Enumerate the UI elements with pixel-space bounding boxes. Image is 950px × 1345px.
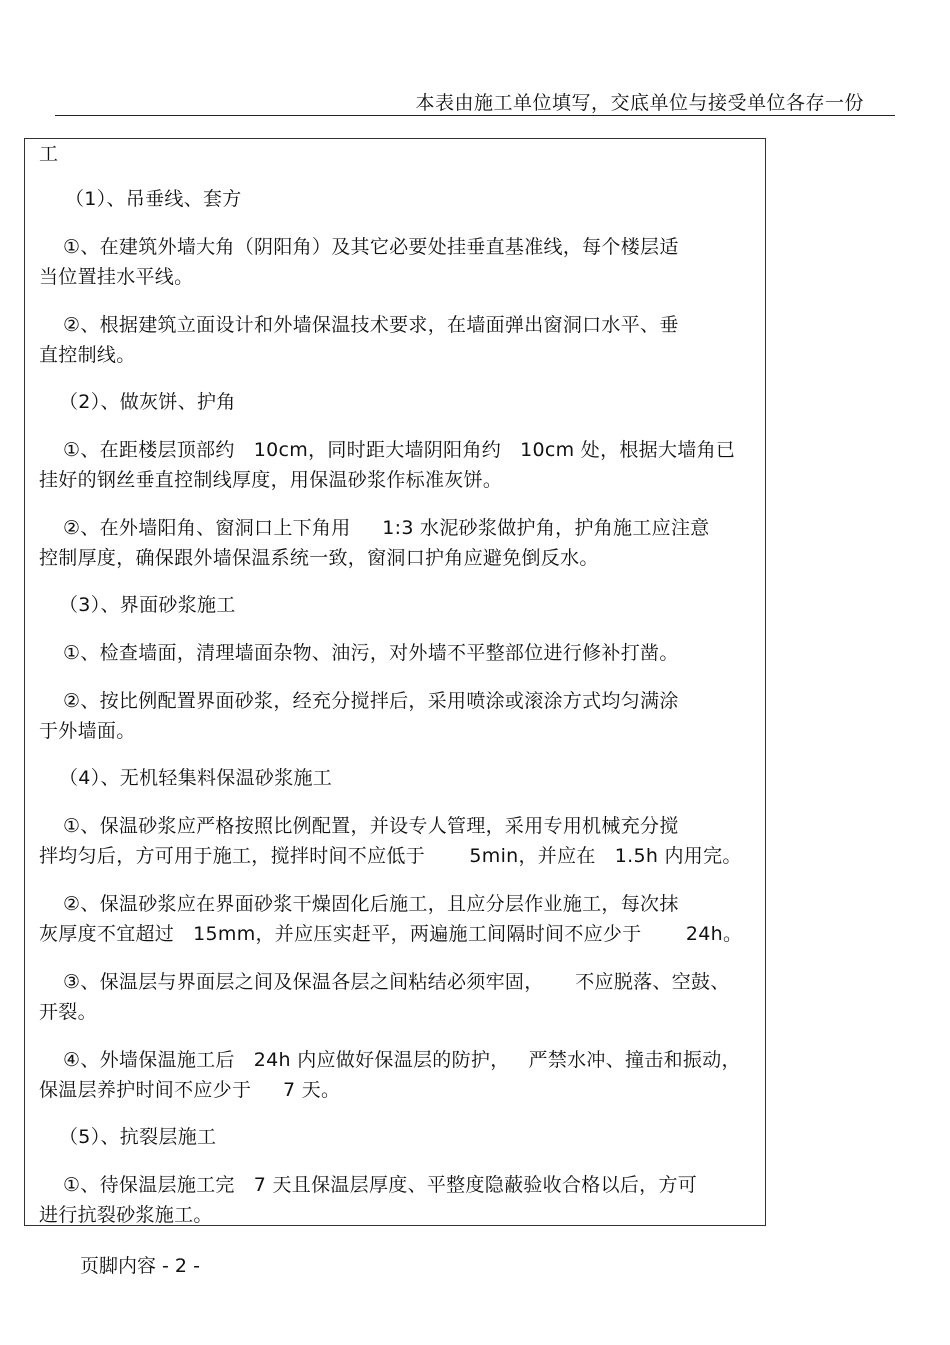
text-line: ②、按比例配置界面砂浆，经充分搅拌后，采用喷涂或滚涂方式均匀满涂 [63, 690, 679, 712]
page-footer: 页脚内容 - 2 - [80, 1255, 200, 1277]
header-note: 本表由施工单位填写，交底单位与接受单位各存一份 [415, 92, 864, 114]
text-line: ②、保温砂浆应在界面砂浆干燥固化后施工，且应分层作业施工，每次抹 [63, 893, 679, 915]
text-line: 开裂。 [39, 1001, 97, 1023]
section-heading: （2）、做灰饼、护角 [59, 391, 236, 413]
section-heading: （3）、界面砂浆施工 [59, 594, 236, 616]
text-line: ④、外墙保温施工后 24h 内应做好保温层的防护， 严禁水冲、撞击和振动， [63, 1049, 741, 1071]
text-line: ①、在距楼层顶部约 10cm，同时距大墙阴阳角约 10cm 处，根据大墙角已 [63, 439, 736, 461]
text-line: ②、在外墙阳角、窗洞口上下角用 1:3 水泥砂浆做护角，护角施工应注意 [63, 517, 710, 539]
text-line: 挂好的钢丝垂直控制线厚度，用保温砂浆作标准灰饼。 [39, 469, 503, 491]
text-line: ①、在建筑外墙大角（阴阳角）及其它必要处挂垂直基准线，每个楼层适 [63, 236, 679, 258]
text-line: ①、保温砂浆应严格按照比例配置，并设专人管理，采用专用机械充分搅 [63, 815, 679, 837]
text-line: 当位置挂水平线。 [39, 266, 194, 288]
text-line: 保温层养护时间不应少于 7 天。 [39, 1079, 341, 1101]
header-rule [55, 115, 895, 116]
text-line: ②、根据建筑立面设计和外墙保温技术要求，在墙面弹出窗洞口水平、垂 [63, 314, 679, 336]
text-line: ①、检查墙面，清理墙面杂物、油污，对外墙不平整部位进行修补打凿。 [63, 642, 679, 664]
text-line: ③、保温层与界面层之间及保温各层之间粘结必须牢固， 不应脱落、空鼓、 [63, 971, 730, 993]
text-line: 控制厚度，确保跟外墙保温系统一致，窗洞口护角应避免倒反水。 [39, 547, 599, 569]
text-line: ①、待保温层施工完 7 天且保温层厚度、平整度隐蔽验收合格以后，方可 [63, 1174, 698, 1196]
section-heading: （4）、无机轻集料保温砂浆施工 [59, 767, 333, 789]
section-heading: （1）、吊垂线、套方 [65, 188, 242, 210]
content-box [24, 138, 766, 1226]
text-line: 直控制线。 [39, 344, 136, 366]
text-line: 工 [39, 143, 59, 165]
text-line: 于外墙面。 [39, 720, 136, 742]
text-line: 灰厚度不宜超过 15mm，并应压实赶平，两遍施工间隔时间不应少于 24h。 [39, 923, 743, 945]
section-heading: （5）、抗裂层施工 [59, 1126, 217, 1148]
text-line: 拌均匀后，方可用于施工，搅拌时间不应低于 5min，并应在 1.5h 内用完。 [39, 845, 742, 867]
text-line: 进行抗裂砂浆施工。 [39, 1204, 213, 1226]
